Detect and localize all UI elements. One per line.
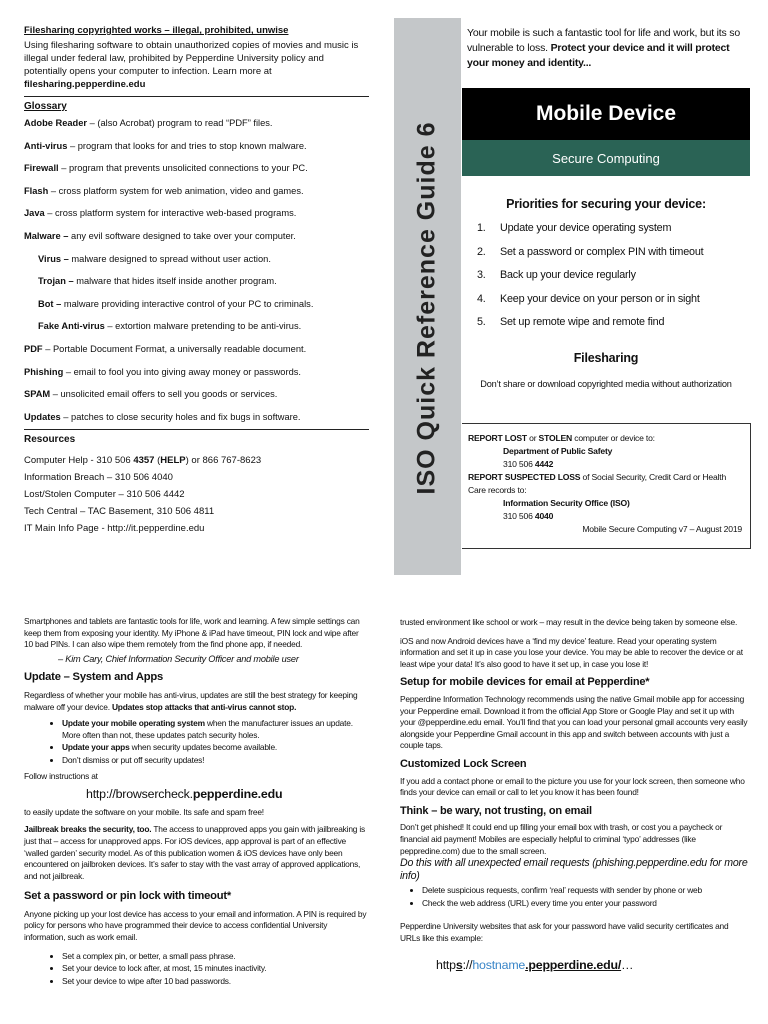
- glossary-list: [24, 117, 369, 423]
- phone-bold: 4040: [534, 511, 554, 521]
- resource-info-breach: Information Breach – 310 506 4040: [24, 472, 173, 484]
- glossary-term: Malware –: [24, 230, 69, 241]
- find-device-text: iOS and now Android devices have a ‘find my device’ feature. Read your operating system information and set it up in case you lose your device. You may be able to recover the device or at least wipe your data! It’s also good to have it set up, in case you lose it!: [400, 635, 743, 669]
- example-url: [436, 960, 750, 972]
- resource-text: ) or 866 767-8623: [185, 455, 262, 467]
- priority-item: [477, 293, 747, 317]
- url-bold: pepperdine.edu: [192, 787, 283, 802]
- priority-number: 3.: [477, 269, 486, 281]
- pin-bullet: • Set your device to lock after, at most, 15 minutes inactivity.: [62, 963, 369, 975]
- glossary-def: – email to fool you into giving away money or passwords.: [63, 366, 301, 377]
- filesharing-link[interactable]: filesharing.pepperdine.edu: [24, 79, 146, 90]
- report-bold: REPORT LOST: [468, 433, 527, 443]
- report-loss-line: [468, 471, 744, 497]
- glossary-term: Flash: [24, 185, 49, 196]
- browsercheck-url[interactable]: [86, 789, 369, 801]
- bullet-bold: Update your mobile operating system: [62, 718, 205, 729]
- guide-title: ISO Quick Reference Guide 6: [412, 121, 441, 495]
- priority-number: 5.: [477, 316, 486, 328]
- top-left-panel: [24, 24, 369, 540]
- glossary-term: Adobe Reader: [24, 118, 88, 128]
- version-line: Mobile Secure Computing v7 – August 2019: [582, 524, 742, 534]
- glossary-def: – patches to close security holes and fix bugs in software.: [60, 411, 301, 422]
- report-text: or: [526, 433, 539, 443]
- glossary-def: – unsolicited email offers to sell you goods or services.: [50, 389, 278, 400]
- pin-heading: Set a password or pin lock with timeout*: [24, 890, 232, 903]
- url-text: http://browsercheck.: [86, 787, 193, 802]
- update-body-bold: Updates stop attacks that anti-virus cannot stop.: [111, 701, 297, 712]
- update-heading: Update – System and Apps: [24, 671, 164, 684]
- title-banner: [462, 88, 750, 140]
- glossary-term: Trojan –: [38, 276, 74, 287]
- report-bold: REPORT SUSPECTED LOSS: [468, 472, 581, 482]
- bullet-text: when security updates become available.: [129, 742, 278, 753]
- report-box: [462, 423, 751, 549]
- bullet-text: Don’t dismiss or put off security updates!: [62, 754, 205, 765]
- think-heading: Think – be wary, not trusting, on email: [400, 804, 592, 817]
- priority-number: 4.: [477, 292, 486, 305]
- glossary-item: [24, 298, 369, 310]
- think-italic: Do this with all unexpected email requests (phishing.pepperdine.edu for more info): [400, 857, 748, 883]
- priority-item: [477, 222, 747, 246]
- lock-heading: Customized Lock Screen: [400, 757, 527, 770]
- intro-paragraph: Smartphones and tablets are fantastic tools for life, work and learning. A few simple settings can keep them from exposing your identity. My iPhone & iPad have timeout, PIN lock and wipe after 10 bad PINs. I can also wipe them remotely from the find phone app, if needed.: [24, 616, 360, 650]
- glossary-def: – extortion malware pretending to be anti-virus.: [104, 321, 302, 332]
- iso-name: Information Security Office (ISO): [503, 498, 630, 508]
- update-body: [24, 690, 369, 713]
- resource-bold: HELP: [160, 455, 186, 467]
- glossary-item: [24, 207, 369, 219]
- glossary-item: [24, 320, 369, 332]
- bullet-bold: Update your apps: [62, 742, 130, 753]
- glossary-item: [24, 230, 369, 242]
- pin-body: Anyone picking up your lost device has access to your email and information. A PIN is required by policy for persons who have programmed their device to access confidential University information, such as work email.: [24, 908, 367, 943]
- resource-computer-help: [24, 455, 369, 467]
- jailbreak-bold: Jailbreak breaks the security, too.: [24, 824, 152, 835]
- glossary-item: [24, 388, 369, 400]
- glossary-term: Firewall: [24, 163, 59, 174]
- glossary-def: any evil software designed to take over your computer.: [68, 230, 296, 241]
- glossary-def: malware that hides itself inside another program.: [73, 276, 277, 287]
- email-body: Pepperdine Information Technology recommends using the native Gmail mobile app for accessing your Pepperdine email. Download it from the official App Store or Google Play and set it up with your @pepperdine.edu email. You’ll find that you can load your personal gmail accounts very easily alongside your Pepperdine Gmail account in this app and switch between accounts with just a couple taps.: [400, 693, 748, 751]
- glossary-term: Fake Anti-virus: [38, 321, 105, 332]
- glossary-item: [24, 343, 369, 355]
- resource-text: (: [154, 455, 161, 467]
- priority-text: Set a password or complex PIN with timeout: [500, 245, 704, 258]
- glossary-def: malware designed to spread without user action.: [68, 253, 271, 264]
- update-bullet: [62, 718, 369, 741]
- resource-bold: 4357: [133, 455, 155, 467]
- glossary-item: [24, 366, 369, 378]
- resource-it-main[interactable]: IT Main Info Page - http://it.pepperdine.edu: [24, 523, 205, 535]
- url-host: hostname: [472, 958, 526, 973]
- intro-text: [467, 26, 747, 71]
- iso-phone: [468, 510, 744, 523]
- sites-text: Pepperdine University websites that ask for your password have valid security certificates and URLs like this example:: [400, 921, 729, 943]
- report-bold: STOLEN: [538, 433, 573, 443]
- resource-lost-stolen: Lost/Stolen Computer – 310 506 4442: [24, 489, 185, 501]
- pin-bullet: • Set a complex pin, or better, a small pass phrase.: [62, 951, 369, 963]
- think-bullets: [422, 885, 750, 909]
- intro-plain: Your mobile is such a fantastic tool for life and work, but its so vulnerable to loss.: [467, 27, 740, 54]
- priorities-list: [477, 222, 747, 340]
- email-heading: Setup for mobile devices for email at Pepperdine*: [400, 676, 650, 689]
- glossary-heading: Glossary: [24, 101, 67, 112]
- priority-number: 2.: [477, 245, 486, 258]
- update-bullet: [62, 742, 369, 754]
- glossary-def: – program that looks for and tries to stop known malware.: [67, 140, 307, 151]
- divider: [24, 96, 369, 97]
- subtitle-banner: [462, 140, 750, 176]
- filesharing-body-text: Using filesharing software to obtain unauthorized copies of movies and music is illegal under federal law, prohibited by Pepperdine University policy and potentially opens your computer to infection. Learn more at: [24, 40, 359, 77]
- think-body: Don’t get phished! It could end up filling your email box with trash, or cost you a paycheck or financial aid payment! Mobiles are especially helpful to criminal ‘typo’ addresses (like peppredine.com) due to the small screen.: [400, 822, 723, 856]
- glossary-term: Phishing: [24, 366, 64, 377]
- priority-item: [477, 316, 747, 340]
- glossary-def: – program that prevents unsolicited connections to your PC.: [58, 163, 308, 174]
- report-lost-line: [468, 432, 744, 445]
- update-bullet: [62, 755, 369, 767]
- jailbreak-paragraph: [24, 824, 369, 882]
- glossary-def: – (also Acrobat) program to read “PDF” files.: [87, 118, 273, 128]
- think-bullet: • Delete suspicious requests, confirm ‘real’ requests with sender by phone or web: [422, 885, 750, 897]
- report-text: computer or device to:: [572, 433, 655, 443]
- phone-text: 310 506: [503, 459, 535, 469]
- lock-body: If you add a contact phone or email to the picture you use for your lock screen, then someone who finds your device can email or call to let you know it has been found!: [400, 775, 745, 798]
- divider: [24, 429, 369, 430]
- glossary-def: – cross platform system for web animation, video and games.: [48, 185, 304, 196]
- resource-tech-central: Tech Central – TAC Basement, 310 506 4811: [24, 506, 215, 518]
- glossary-term: Java: [24, 208, 45, 219]
- priorities-heading: Priorities for securing your device:: [506, 197, 706, 211]
- glossary-term: Virus –: [38, 253, 69, 264]
- url-part: …: [621, 958, 634, 973]
- jailbreak-text: The access to unapproved apps you gain with jailbreaking is just that – access for unapproved apps. For iOS devices, app approval is part of an effective ‘walled garden’ security model. As of this publication women & iOS devices have only been encountered on jailbroken devices. It’s safer to stay with the vast array of approved applications, and not jailbreak.: [24, 824, 366, 881]
- glossary-item: [24, 162, 369, 174]
- phone-bold: 4442: [534, 459, 554, 469]
- bullet-text: when the manufacturer issues an update. More often than not, these updates patch security holes.: [62, 718, 353, 740]
- glossary-def: malware providing interactive control of your PC to criminals.: [61, 298, 314, 309]
- glossary-def: – cross platform system for interactive web-based programs.: [44, 208, 297, 219]
- glossary-term: Bot –: [38, 298, 62, 309]
- resource-text: Computer Help - 310 506: [24, 455, 134, 467]
- update-body-text: Regardless of whether your mobile has anti-virus, updates are still the best strategy for keeping malware off your device.: [24, 689, 358, 712]
- filesharing-section-text: Don’t share or download copyrighted media without authorization: [480, 379, 732, 389]
- glossary-term: PDF: [24, 343, 43, 354]
- glossary-item: [24, 411, 369, 423]
- report-text: of Social Security, Credit Card or Health Care records to:: [468, 472, 727, 495]
- resources-heading: Resources: [24, 434, 76, 446]
- glossary-item: [24, 117, 369, 129]
- quote: – Kim Cary, Chief Information Security Officer and mobile user: [58, 653, 299, 664]
- glossary-item: [24, 140, 369, 152]
- title-strip: [394, 18, 461, 575]
- url-part: ://: [462, 958, 473, 973]
- glossary-item: [24, 253, 369, 265]
- url-part: http: [436, 958, 456, 973]
- glossary-term: SPAM: [24, 389, 51, 400]
- priority-text: Keep your device on your person or in sight: [500, 292, 700, 305]
- browsercheck-after: to easily update the software on your mobile. Its safe and spam free!: [24, 806, 264, 817]
- page-subtitle: Secure Computing: [552, 150, 660, 166]
- continued-text: trusted environment like school or work – may result in the device being taken by someone else.: [400, 617, 738, 627]
- priority-text: Set up remote wipe and remote find: [500, 316, 665, 328]
- intro-bold: Protect your device and it will protect your money and identity...: [467, 42, 730, 69]
- bottom-right-panel: [400, 617, 750, 972]
- url-part: s: [455, 958, 463, 973]
- pin-bullets: [62, 951, 369, 988]
- follow-text: Follow instructions at: [24, 770, 98, 781]
- priority-number: 1.: [477, 222, 486, 234]
- glossary-term: Updates: [24, 411, 61, 422]
- glossary-item: [24, 185, 369, 197]
- dps-phone: [468, 458, 744, 471]
- pin-bullet: • Set your device to wipe after 10 bad passwords.: [62, 976, 369, 988]
- update-bullets: [62, 718, 369, 766]
- filesharing-body: [24, 39, 369, 91]
- url-domain: .pepperdine.edu/: [525, 958, 622, 973]
- dps-name: Department of Public Safety: [503, 446, 613, 456]
- page-title: Mobile Device: [535, 102, 677, 125]
- priority-item: [477, 269, 747, 293]
- bottom-left-panel: [24, 616, 369, 991]
- glossary-item: [24, 275, 369, 287]
- filesharing-section-heading: Filesharing: [573, 351, 639, 365]
- priority-text: Back up your device regularly: [500, 269, 636, 281]
- glossary-def: – Portable Document Format, a universally readable document.: [42, 343, 307, 354]
- glossary-term: Anti-virus: [24, 140, 68, 151]
- filesharing-heading: Filesharing copyrighted works – illegal, prohibited, unwise: [24, 25, 289, 36]
- phone-text: 310 506: [503, 511, 535, 521]
- priority-item: [477, 246, 747, 270]
- think-bullet: • Check the web address (URL) every time you enter your password: [422, 898, 750, 910]
- priority-text: Update your device operating system: [500, 222, 672, 234]
